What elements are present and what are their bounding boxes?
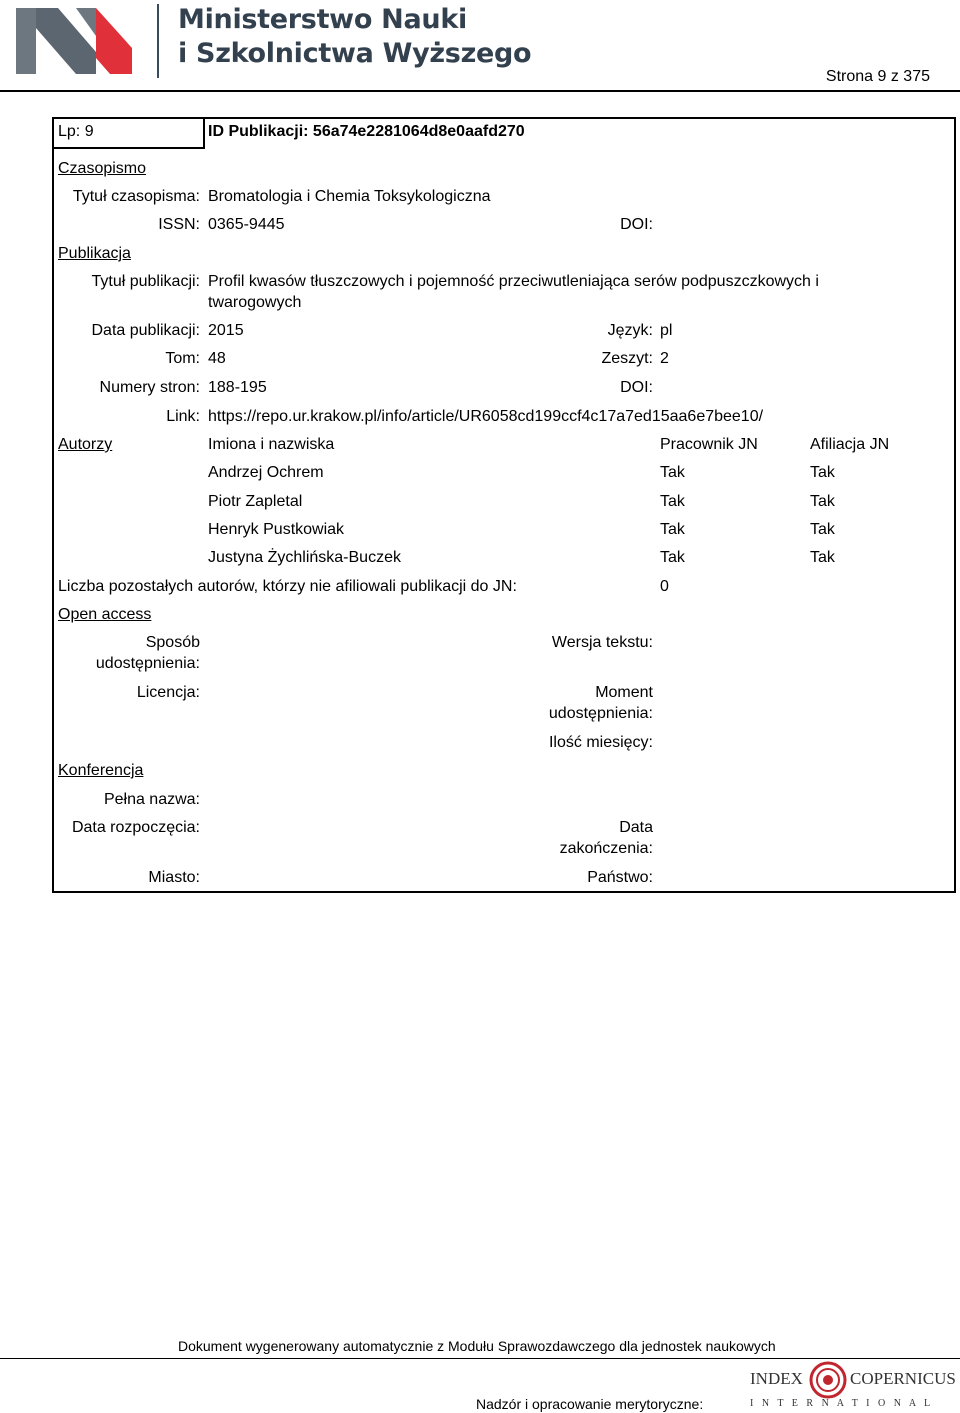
link-label: Link:: [166, 408, 200, 425]
header-rule: [0, 90, 960, 92]
issn-label: ISSN:: [158, 216, 200, 233]
pub-date-value: 2015: [208, 322, 244, 339]
conf-country-label: Państwo:: [587, 869, 653, 886]
footer-rule: [0, 1358, 960, 1359]
conf-end-label-line2: zakończenia:: [559, 840, 653, 857]
author-name: Piotr Zapletal: [208, 493, 303, 510]
section-autorzy: Autorzy: [58, 436, 113, 453]
section-czasopismo: Czasopismo: [58, 160, 147, 177]
author-affiliation: Tak: [810, 549, 835, 566]
author-affiliation: Tak: [810, 464, 835, 481]
pub-date-label: Data publikacji:: [91, 322, 200, 339]
other-authors-label: Liczba pozostałych autorów, którzy nie afiliowali publikacji do JN:: [58, 578, 517, 595]
author-name: Andrzej Ochrem: [208, 464, 324, 481]
zeszyt-value: 2: [660, 350, 669, 367]
author-employee: Tak: [660, 521, 685, 538]
pub-title-line1: Profil kwasów tłuszczowych i pojemność przeciwutleniająca serów podpuszczkowych i: [208, 273, 819, 290]
author-employee: Tak: [660, 493, 685, 510]
conf-city-label: Miasto:: [148, 869, 200, 886]
authors-col-name: Imiona i nazwiska: [208, 436, 335, 453]
author-affiliation: Tak: [810, 493, 835, 510]
authors-col-affiliation: Afiliacja JN: [810, 436, 890, 453]
author-name: Henryk Pustkowiak: [208, 521, 345, 538]
journal-title-value: Bromatologia i Chemia Toksykologiczna: [208, 188, 491, 205]
journal-title-label: Tytuł czasopisma:: [72, 188, 200, 205]
author-employee: Tak: [660, 464, 685, 481]
publication-id: ID Publikacji: 56a74e2281064d8e0aafd270: [208, 123, 525, 140]
pub-doi-label: DOI:: [620, 379, 653, 396]
lang-value: pl: [660, 322, 673, 339]
conf-name-label: Pełna nazwa:: [103, 791, 200, 808]
author-name: Justyna Żychlińska-Buczek: [208, 549, 401, 566]
author-affiliation: Tak: [810, 521, 835, 538]
ic-emblem-icon: [808, 1360, 848, 1400]
pages-label: Numery stron:: [99, 379, 200, 396]
ic-word-international: I N T E R N A T I O N A L: [750, 1398, 934, 1409]
link-value[interactable]: https://repo.ur.krakow.pl/info/article/UR6058cd199ccf4c17a7ed15aa6e7bee10/: [208, 408, 764, 425]
pub-title-label: Tytuł publikacji:: [91, 273, 200, 290]
miesiace-label: Ilość miesięcy:: [548, 734, 653, 751]
conf-start-label: Data rozpoczęcia:: [71, 819, 200, 836]
tom-value: 48: [208, 350, 226, 367]
ministry-name-line2: i Szkolnictwa Wyższego: [178, 38, 532, 69]
moment-label-line2: udostępnienia:: [548, 705, 653, 722]
ministry-name-line1: Ministerstwo Nauki: [178, 4, 467, 35]
section-open-access: Open access: [58, 606, 152, 623]
tom-label: Tom:: [165, 350, 200, 367]
wersja-label: Wersja tekstu:: [551, 634, 653, 651]
section-konferencja: Konferencja: [58, 762, 144, 779]
pub-title-line2: twarogowych: [208, 294, 302, 311]
authors-col-employee: Pracownik JN: [660, 436, 758, 453]
moment-label-line1: Moment: [595, 684, 653, 701]
ic-word-copernicus: COPERNICUS: [850, 1369, 956, 1388]
page-counter: Strona 9 z 375: [825, 68, 930, 85]
author-employee: Tak: [660, 549, 685, 566]
licencja-label: Licencja:: [136, 684, 200, 701]
zeszyt-label: Zeszyt:: [601, 350, 653, 367]
header-divider: [157, 4, 159, 78]
conf-end-label-line1: Data: [619, 819, 653, 836]
footer-generated: Dokument wygenerowany automatycznie z Modułu Sprawozdawczego dla jednostek naukowych: [178, 1338, 776, 1354]
record-lp: Lp: 9: [58, 123, 94, 140]
footer-supervision: Nadzór i opracowanie merytoryczne:: [476, 1396, 704, 1412]
pages-value: 188-195: [208, 379, 267, 396]
lang-label: Język:: [607, 322, 653, 339]
ic-word-index: INDEX: [750, 1369, 803, 1388]
ministry-logo: [14, 6, 134, 76]
section-publikacja: Publikacja: [58, 245, 131, 262]
journal-doi-label: DOI:: [620, 216, 653, 233]
sposob-label-line1: Sposób: [145, 634, 200, 651]
sposob-label-line2: udostępnienia:: [95, 655, 200, 672]
other-authors-value: 0: [660, 578, 669, 595]
issn-value: 0365-9445: [208, 216, 285, 233]
